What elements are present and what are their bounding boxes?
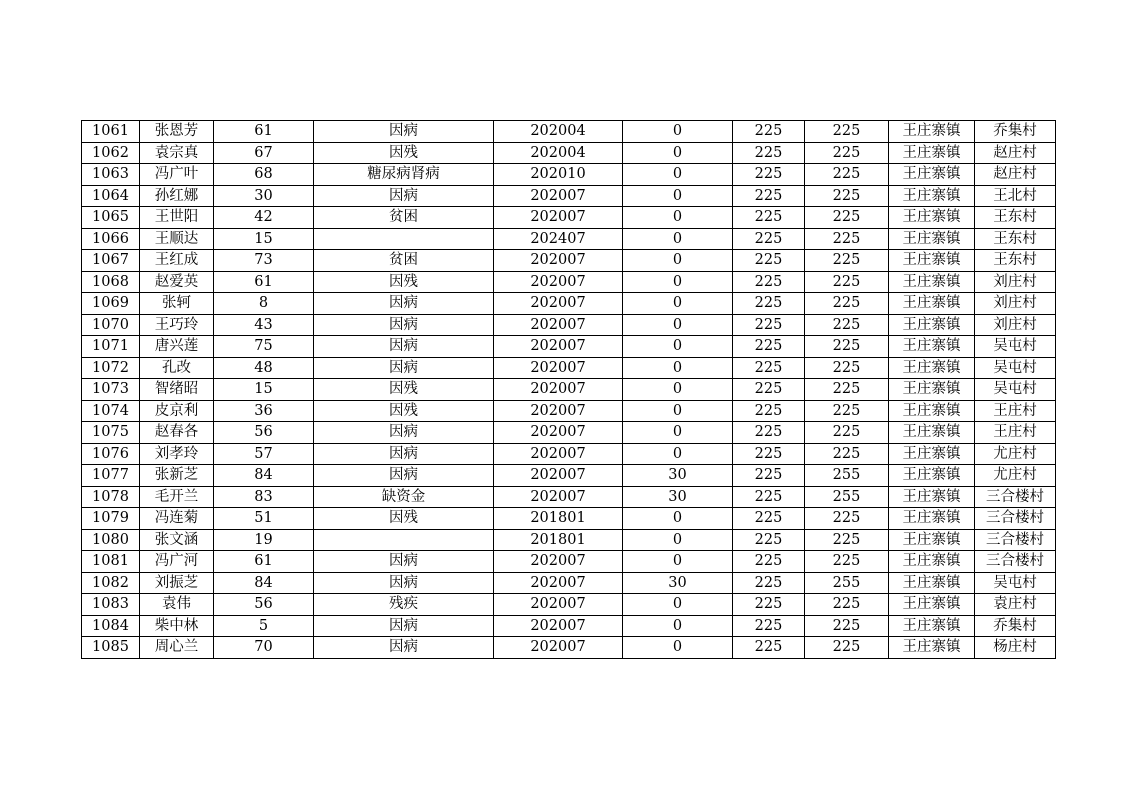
total-amount-cell: 225 xyxy=(805,142,889,164)
data-table xyxy=(81,120,1056,659)
table-row xyxy=(82,121,1056,143)
extra-amount-cell: 0 xyxy=(623,185,733,207)
base-amount-cell: 225 xyxy=(733,615,805,637)
extra-amount-cell: 0 xyxy=(623,142,733,164)
extra-amount-cell: 0 xyxy=(623,400,733,422)
total-amount-cell: 225 xyxy=(805,443,889,465)
village-cell: 刘庄村 xyxy=(975,271,1056,293)
village-cell: 吴屯村 xyxy=(975,379,1056,401)
age-cell: 42 xyxy=(214,207,314,229)
name-cell: 赵春各 xyxy=(140,422,214,444)
total-amount-cell: 225 xyxy=(805,336,889,358)
base-amount-cell: 225 xyxy=(733,508,805,530)
start-date-cell: 202007 xyxy=(494,615,623,637)
age-cell: 57 xyxy=(214,443,314,465)
village-cell: 刘庄村 xyxy=(975,293,1056,315)
name-cell: 唐兴莲 xyxy=(140,336,214,358)
village-cell: 王庄村 xyxy=(975,400,1056,422)
table-row xyxy=(82,637,1056,659)
name-cell: 袁宗真 xyxy=(140,142,214,164)
table-row xyxy=(82,379,1056,401)
total-amount-cell: 225 xyxy=(805,185,889,207)
total-amount-cell: 225 xyxy=(805,422,889,444)
total-amount-cell: 225 xyxy=(805,250,889,272)
table-row xyxy=(82,271,1056,293)
age-cell: 70 xyxy=(214,637,314,659)
table-row xyxy=(82,594,1056,616)
serial-cell: 1085 xyxy=(82,637,140,659)
reason-cell: 因病 xyxy=(314,443,494,465)
table-row xyxy=(82,228,1056,250)
start-date-cell: 202004 xyxy=(494,142,623,164)
base-amount-cell: 225 xyxy=(733,336,805,358)
age-cell: 61 xyxy=(214,121,314,143)
serial-cell: 1080 xyxy=(82,529,140,551)
serial-cell: 1063 xyxy=(82,164,140,186)
table-row xyxy=(82,314,1056,336)
town-cell: 王庄寨镇 xyxy=(889,400,975,422)
village-cell: 三合楼村 xyxy=(975,529,1056,551)
name-cell: 刘孝玲 xyxy=(140,443,214,465)
extra-amount-cell: 0 xyxy=(623,637,733,659)
reason-cell: 贫困 xyxy=(314,207,494,229)
town-cell: 王庄寨镇 xyxy=(889,615,975,637)
serial-cell: 1073 xyxy=(82,379,140,401)
age-cell: 61 xyxy=(214,271,314,293)
name-cell: 智绪昭 xyxy=(140,379,214,401)
serial-cell: 1071 xyxy=(82,336,140,358)
table-row xyxy=(82,142,1056,164)
village-cell: 吴屯村 xyxy=(975,336,1056,358)
extra-amount-cell: 0 xyxy=(623,551,733,573)
table-row xyxy=(82,400,1056,422)
start-date-cell: 202007 xyxy=(494,551,623,573)
age-cell: 5 xyxy=(214,615,314,637)
start-date-cell: 202007 xyxy=(494,486,623,508)
village-cell: 三合楼村 xyxy=(975,551,1056,573)
age-cell: 67 xyxy=(214,142,314,164)
extra-amount-cell: 0 xyxy=(623,250,733,272)
table-row xyxy=(82,465,1056,487)
village-cell: 吴屯村 xyxy=(975,357,1056,379)
extra-amount-cell: 0 xyxy=(623,271,733,293)
table-row xyxy=(82,486,1056,508)
total-amount-cell: 225 xyxy=(805,293,889,315)
serial-cell: 1072 xyxy=(82,357,140,379)
base-amount-cell: 225 xyxy=(733,164,805,186)
serial-cell: 1082 xyxy=(82,572,140,594)
serial-cell: 1075 xyxy=(82,422,140,444)
reason-cell: 因残 xyxy=(314,400,494,422)
village-cell: 王东村 xyxy=(975,207,1056,229)
town-cell: 王庄寨镇 xyxy=(889,357,975,379)
name-cell: 张恩芳 xyxy=(140,121,214,143)
base-amount-cell: 225 xyxy=(733,443,805,465)
serial-cell: 1079 xyxy=(82,508,140,530)
town-cell: 王庄寨镇 xyxy=(889,486,975,508)
serial-cell: 1070 xyxy=(82,314,140,336)
base-amount-cell: 225 xyxy=(733,486,805,508)
table-row xyxy=(82,207,1056,229)
extra-amount-cell: 30 xyxy=(623,465,733,487)
village-cell: 三合楼村 xyxy=(975,508,1056,530)
total-amount-cell: 225 xyxy=(805,357,889,379)
town-cell: 王庄寨镇 xyxy=(889,207,975,229)
total-amount-cell: 255 xyxy=(805,572,889,594)
total-amount-cell: 225 xyxy=(805,508,889,530)
reason-cell: 因病 xyxy=(314,121,494,143)
age-cell: 83 xyxy=(214,486,314,508)
reason-cell: 因病 xyxy=(314,185,494,207)
age-cell: 30 xyxy=(214,185,314,207)
extra-amount-cell: 0 xyxy=(623,314,733,336)
table-row xyxy=(82,422,1056,444)
table-row xyxy=(82,357,1056,379)
base-amount-cell: 225 xyxy=(733,572,805,594)
base-amount-cell: 225 xyxy=(733,465,805,487)
town-cell: 王庄寨镇 xyxy=(889,465,975,487)
extra-amount-cell: 0 xyxy=(623,207,733,229)
start-date-cell: 202007 xyxy=(494,465,623,487)
age-cell: 15 xyxy=(214,379,314,401)
name-cell: 毛开兰 xyxy=(140,486,214,508)
town-cell: 王庄寨镇 xyxy=(889,164,975,186)
village-cell: 王庄村 xyxy=(975,422,1056,444)
name-cell: 袁伟 xyxy=(140,594,214,616)
name-cell: 冯广河 xyxy=(140,551,214,573)
extra-amount-cell: 0 xyxy=(623,293,733,315)
start-date-cell: 202007 xyxy=(494,637,623,659)
reason-cell: 因病 xyxy=(314,465,494,487)
base-amount-cell: 225 xyxy=(733,271,805,293)
extra-amount-cell: 0 xyxy=(623,615,733,637)
town-cell: 王庄寨镇 xyxy=(889,185,975,207)
start-date-cell: 201801 xyxy=(494,529,623,551)
table-row xyxy=(82,529,1056,551)
village-cell: 袁庄村 xyxy=(975,594,1056,616)
base-amount-cell: 225 xyxy=(733,637,805,659)
reason-cell: 因病 xyxy=(314,357,494,379)
age-cell: 68 xyxy=(214,164,314,186)
base-amount-cell: 225 xyxy=(733,594,805,616)
serial-cell: 1065 xyxy=(82,207,140,229)
start-date-cell: 202004 xyxy=(494,121,623,143)
town-cell: 王庄寨镇 xyxy=(889,379,975,401)
start-date-cell: 202007 xyxy=(494,293,623,315)
base-amount-cell: 225 xyxy=(733,207,805,229)
village-cell: 吴屯村 xyxy=(975,572,1056,594)
name-cell: 皮京利 xyxy=(140,400,214,422)
village-cell: 赵庄村 xyxy=(975,164,1056,186)
name-cell: 王世阳 xyxy=(140,207,214,229)
age-cell: 56 xyxy=(214,594,314,616)
village-cell: 杨庄村 xyxy=(975,637,1056,659)
name-cell: 王红成 xyxy=(140,250,214,272)
table-row xyxy=(82,185,1056,207)
extra-amount-cell: 0 xyxy=(623,594,733,616)
reason-cell: 残疾 xyxy=(314,594,494,616)
age-cell: 84 xyxy=(214,572,314,594)
serial-cell: 1074 xyxy=(82,400,140,422)
age-cell: 8 xyxy=(214,293,314,315)
serial-cell: 1076 xyxy=(82,443,140,465)
start-date-cell: 202007 xyxy=(494,379,623,401)
town-cell: 王庄寨镇 xyxy=(889,422,975,444)
start-date-cell: 201801 xyxy=(494,508,623,530)
serial-cell: 1078 xyxy=(82,486,140,508)
reason-cell xyxy=(314,529,494,551)
age-cell: 43 xyxy=(214,314,314,336)
total-amount-cell: 225 xyxy=(805,615,889,637)
total-amount-cell: 225 xyxy=(805,207,889,229)
total-amount-cell: 225 xyxy=(805,637,889,659)
reason-cell: 糖尿病肾病 xyxy=(314,164,494,186)
name-cell: 孔改 xyxy=(140,357,214,379)
reason-cell: 因病 xyxy=(314,572,494,594)
base-amount-cell: 225 xyxy=(733,250,805,272)
village-cell: 尤庄村 xyxy=(975,443,1056,465)
extra-amount-cell: 0 xyxy=(623,357,733,379)
table-row xyxy=(82,551,1056,573)
name-cell: 王顺达 xyxy=(140,228,214,250)
village-cell: 乔集村 xyxy=(975,121,1056,143)
serial-cell: 1083 xyxy=(82,594,140,616)
start-date-cell: 202007 xyxy=(494,185,623,207)
serial-cell: 1066 xyxy=(82,228,140,250)
base-amount-cell: 225 xyxy=(733,357,805,379)
base-amount-cell: 225 xyxy=(733,422,805,444)
village-cell: 王东村 xyxy=(975,250,1056,272)
serial-cell: 1061 xyxy=(82,121,140,143)
base-amount-cell: 225 xyxy=(733,379,805,401)
table-row xyxy=(82,336,1056,358)
base-amount-cell: 225 xyxy=(733,551,805,573)
reason-cell: 因病 xyxy=(314,551,494,573)
extra-amount-cell: 0 xyxy=(623,379,733,401)
village-cell: 王东村 xyxy=(975,228,1056,250)
name-cell: 王巧玲 xyxy=(140,314,214,336)
reason-cell: 因病 xyxy=(314,615,494,637)
start-date-cell: 202007 xyxy=(494,594,623,616)
extra-amount-cell: 30 xyxy=(623,486,733,508)
extra-amount-cell: 0 xyxy=(623,422,733,444)
total-amount-cell: 225 xyxy=(805,400,889,422)
reason-cell: 因病 xyxy=(314,422,494,444)
total-amount-cell: 225 xyxy=(805,594,889,616)
reason-cell: 因残 xyxy=(314,379,494,401)
town-cell: 王庄寨镇 xyxy=(889,121,975,143)
extra-amount-cell: 0 xyxy=(623,508,733,530)
town-cell: 王庄寨镇 xyxy=(889,336,975,358)
serial-cell: 1067 xyxy=(82,250,140,272)
age-cell: 84 xyxy=(214,465,314,487)
extra-amount-cell: 0 xyxy=(623,443,733,465)
village-cell: 乔集村 xyxy=(975,615,1056,637)
town-cell: 王庄寨镇 xyxy=(889,572,975,594)
extra-amount-cell: 30 xyxy=(623,572,733,594)
village-cell: 尤庄村 xyxy=(975,465,1056,487)
town-cell: 王庄寨镇 xyxy=(889,271,975,293)
name-cell: 赵爱英 xyxy=(140,271,214,293)
town-cell: 王庄寨镇 xyxy=(889,529,975,551)
age-cell: 61 xyxy=(214,551,314,573)
name-cell: 柴中林 xyxy=(140,615,214,637)
total-amount-cell: 225 xyxy=(805,121,889,143)
total-amount-cell: 225 xyxy=(805,314,889,336)
village-cell: 赵庄村 xyxy=(975,142,1056,164)
reason-cell: 因残 xyxy=(314,271,494,293)
start-date-cell: 202007 xyxy=(494,314,623,336)
extra-amount-cell: 0 xyxy=(623,121,733,143)
name-cell: 刘振芝 xyxy=(140,572,214,594)
total-amount-cell: 255 xyxy=(805,465,889,487)
extra-amount-cell: 0 xyxy=(623,336,733,358)
age-cell: 51 xyxy=(214,508,314,530)
serial-cell: 1069 xyxy=(82,293,140,315)
serial-cell: 1084 xyxy=(82,615,140,637)
reason-cell: 贫困 xyxy=(314,250,494,272)
age-cell: 48 xyxy=(214,357,314,379)
base-amount-cell: 225 xyxy=(733,314,805,336)
name-cell: 张新芝 xyxy=(140,465,214,487)
table-row xyxy=(82,250,1056,272)
start-date-cell: 202007 xyxy=(494,271,623,293)
table-row xyxy=(82,572,1056,594)
serial-cell: 1062 xyxy=(82,142,140,164)
table-row xyxy=(82,508,1056,530)
serial-cell: 1068 xyxy=(82,271,140,293)
table-row xyxy=(82,443,1056,465)
age-cell: 73 xyxy=(214,250,314,272)
town-cell: 王庄寨镇 xyxy=(889,293,975,315)
reason-cell: 因残 xyxy=(314,142,494,164)
town-cell: 王庄寨镇 xyxy=(889,314,975,336)
start-date-cell: 202007 xyxy=(494,336,623,358)
town-cell: 王庄寨镇 xyxy=(889,594,975,616)
serial-cell: 1064 xyxy=(82,185,140,207)
name-cell: 周心兰 xyxy=(140,637,214,659)
table-row xyxy=(82,293,1056,315)
age-cell: 19 xyxy=(214,529,314,551)
name-cell: 张文涵 xyxy=(140,529,214,551)
age-cell: 15 xyxy=(214,228,314,250)
reason-cell: 因病 xyxy=(314,293,494,315)
town-cell: 王庄寨镇 xyxy=(889,443,975,465)
name-cell: 冯连菊 xyxy=(140,508,214,530)
reason-cell: 因病 xyxy=(314,336,494,358)
start-date-cell: 202007 xyxy=(494,207,623,229)
extra-amount-cell: 0 xyxy=(623,529,733,551)
town-cell: 王庄寨镇 xyxy=(889,250,975,272)
base-amount-cell: 225 xyxy=(733,121,805,143)
extra-amount-cell: 0 xyxy=(623,228,733,250)
village-cell: 刘庄村 xyxy=(975,314,1056,336)
reason-cell: 缺资金 xyxy=(314,486,494,508)
town-cell: 王庄寨镇 xyxy=(889,551,975,573)
age-cell: 75 xyxy=(214,336,314,358)
start-date-cell: 202007 xyxy=(494,400,623,422)
start-date-cell: 202007 xyxy=(494,572,623,594)
serial-cell: 1081 xyxy=(82,551,140,573)
total-amount-cell: 225 xyxy=(805,271,889,293)
total-amount-cell: 225 xyxy=(805,551,889,573)
serial-cell: 1077 xyxy=(82,465,140,487)
village-cell: 王北村 xyxy=(975,185,1056,207)
age-cell: 36 xyxy=(214,400,314,422)
village-cell: 三合楼村 xyxy=(975,486,1056,508)
total-amount-cell: 255 xyxy=(805,486,889,508)
start-date-cell: 202007 xyxy=(494,422,623,444)
base-amount-cell: 225 xyxy=(733,228,805,250)
total-amount-cell: 225 xyxy=(805,228,889,250)
reason-cell: 因病 xyxy=(314,314,494,336)
start-date-cell: 202407 xyxy=(494,228,623,250)
name-cell: 张轲 xyxy=(140,293,214,315)
town-cell: 王庄寨镇 xyxy=(889,508,975,530)
town-cell: 王庄寨镇 xyxy=(889,142,975,164)
table-row xyxy=(82,615,1056,637)
start-date-cell: 202007 xyxy=(494,443,623,465)
base-amount-cell: 225 xyxy=(733,185,805,207)
total-amount-cell: 225 xyxy=(805,379,889,401)
total-amount-cell: 225 xyxy=(805,164,889,186)
reason-cell: 因病 xyxy=(314,637,494,659)
town-cell: 王庄寨镇 xyxy=(889,637,975,659)
start-date-cell: 202007 xyxy=(494,250,623,272)
start-date-cell: 202007 xyxy=(494,357,623,379)
reason-cell: 因残 xyxy=(314,508,494,530)
base-amount-cell: 225 xyxy=(733,142,805,164)
table-row xyxy=(82,164,1056,186)
extra-amount-cell: 0 xyxy=(623,164,733,186)
name-cell: 孙红娜 xyxy=(140,185,214,207)
base-amount-cell: 225 xyxy=(733,529,805,551)
base-amount-cell: 225 xyxy=(733,293,805,315)
total-amount-cell: 225 xyxy=(805,529,889,551)
town-cell: 王庄寨镇 xyxy=(889,228,975,250)
reason-cell xyxy=(314,228,494,250)
age-cell: 56 xyxy=(214,422,314,444)
table-body xyxy=(82,121,1056,659)
name-cell: 冯广叶 xyxy=(140,164,214,186)
base-amount-cell: 225 xyxy=(733,400,805,422)
start-date-cell: 202010 xyxy=(494,164,623,186)
